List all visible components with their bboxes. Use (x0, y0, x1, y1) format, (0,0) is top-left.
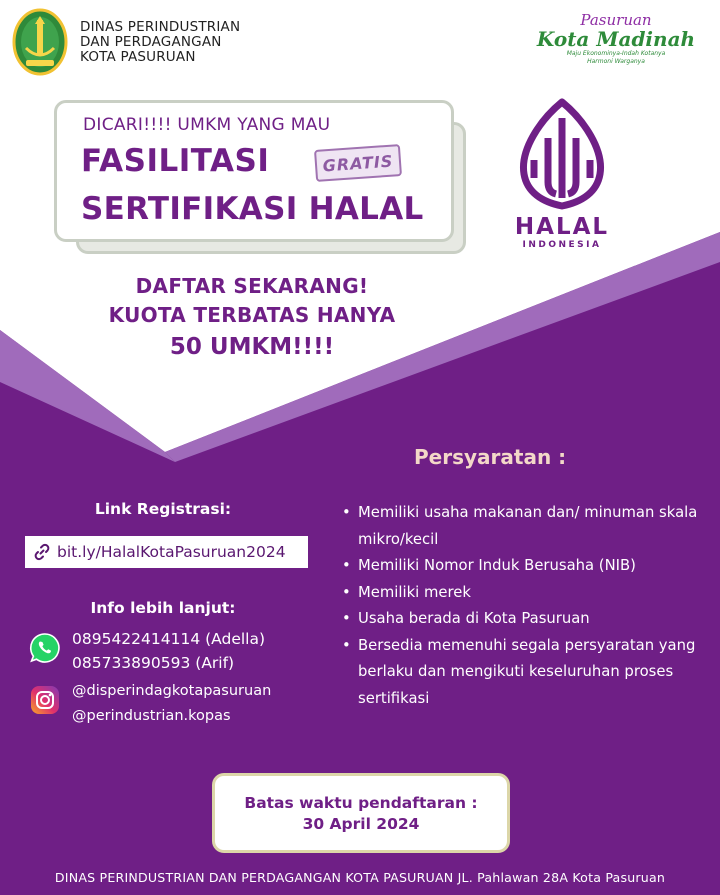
deadline-date: 30 April 2024 (302, 815, 420, 833)
org-line-2: DAN PERDAGANGAN (80, 33, 222, 50)
deadline-box (212, 773, 510, 853)
requirement-item: • Memiliki merek (342, 580, 714, 607)
pasuruan-emblem-icon (12, 8, 68, 76)
kota-logo-tagline-1: Maju Ekonominya-Indah Kotanya (566, 50, 666, 57)
instagram-accounts (72, 679, 271, 729)
kota-logo-tagline-2: Harmoni Warganya (587, 58, 645, 65)
requirements-list (342, 500, 714, 712)
title-card (54, 100, 454, 242)
kota-logo-pasuruan: Pasuruan (580, 11, 652, 29)
card-title-line-2: SERTIFIKASI HALAL (81, 191, 424, 227)
instagram-1: @disperindagkotapasuruan (72, 683, 272, 699)
requirement-item: • Bersedia memenuhi segala persyaratan yang berlaku dan mengikuti keseluruhan proses sertifikasi (342, 633, 714, 713)
card-subtitle: DICARI!!!! UMKM YANG MAU (83, 115, 331, 135)
gratis-badge-label: GRATIS (322, 151, 394, 175)
org-line-3: KOTA PASURUAN (80, 48, 196, 65)
org-name (80, 20, 240, 65)
footer-address: DINAS PERINDUSTRIAN DAN PERDAGANGAN KOTA PASURUAN JL. Pahlawan 28A Kota Pasuruan (54, 870, 666, 885)
requirements-title: Persyaratan : (414, 445, 567, 469)
cta-line-1: DAFTAR SEKARANG! (135, 274, 369, 298)
registration-link[interactable] (25, 536, 308, 568)
whatsapp-contacts (72, 627, 265, 675)
link-icon (32, 542, 52, 562)
instagram-2: @perindustrian.kopas (72, 708, 231, 724)
org-line-1: DINAS PERINDUSTRIAN (80, 18, 241, 35)
requirement-item: • Usaha berada di Kota Pasuruan (342, 606, 714, 633)
halal-logo-word: HALAL (514, 214, 610, 240)
instagram-icon (29, 684, 61, 716)
requirement-item: • Memiliki Nomor Induk Berusaha (NIB) (342, 553, 714, 580)
whatsapp-icon (29, 632, 61, 664)
registration-link-text[interactable]: bit.ly/HalalKotaPasuruan2024 (57, 543, 286, 561)
gratis-badge (314, 144, 402, 182)
cta-line-2: KUOTA TERBATAS HANYA (108, 303, 396, 327)
registration-label: Link Registrasi: (94, 500, 232, 518)
halal-indonesia-logo (512, 98, 612, 250)
halal-wayang-icon (512, 98, 612, 210)
phone-2: 085733890593 (Arif) (72, 654, 235, 672)
requirement-item: • Memiliki usaha makanan dan/ minuman skala mikro/kecil (342, 500, 714, 553)
contact-label: Info lebih lanjut: (90, 599, 236, 617)
cta-line-3: 50 UMKM!!!! (169, 334, 335, 360)
kota-logo-title: Kota Madinah (536, 27, 696, 51)
halal-logo-sub: INDONESIA (522, 240, 602, 250)
card-title-line-1: FASILITASI (81, 143, 270, 179)
call-to-action (82, 272, 422, 364)
deadline-label: Batas waktu pendaftaran : (244, 794, 478, 812)
kota-madinah-logo (536, 12, 696, 66)
phone-1: 0895422414114 (Adella) (72, 630, 266, 648)
org-header (12, 8, 240, 76)
